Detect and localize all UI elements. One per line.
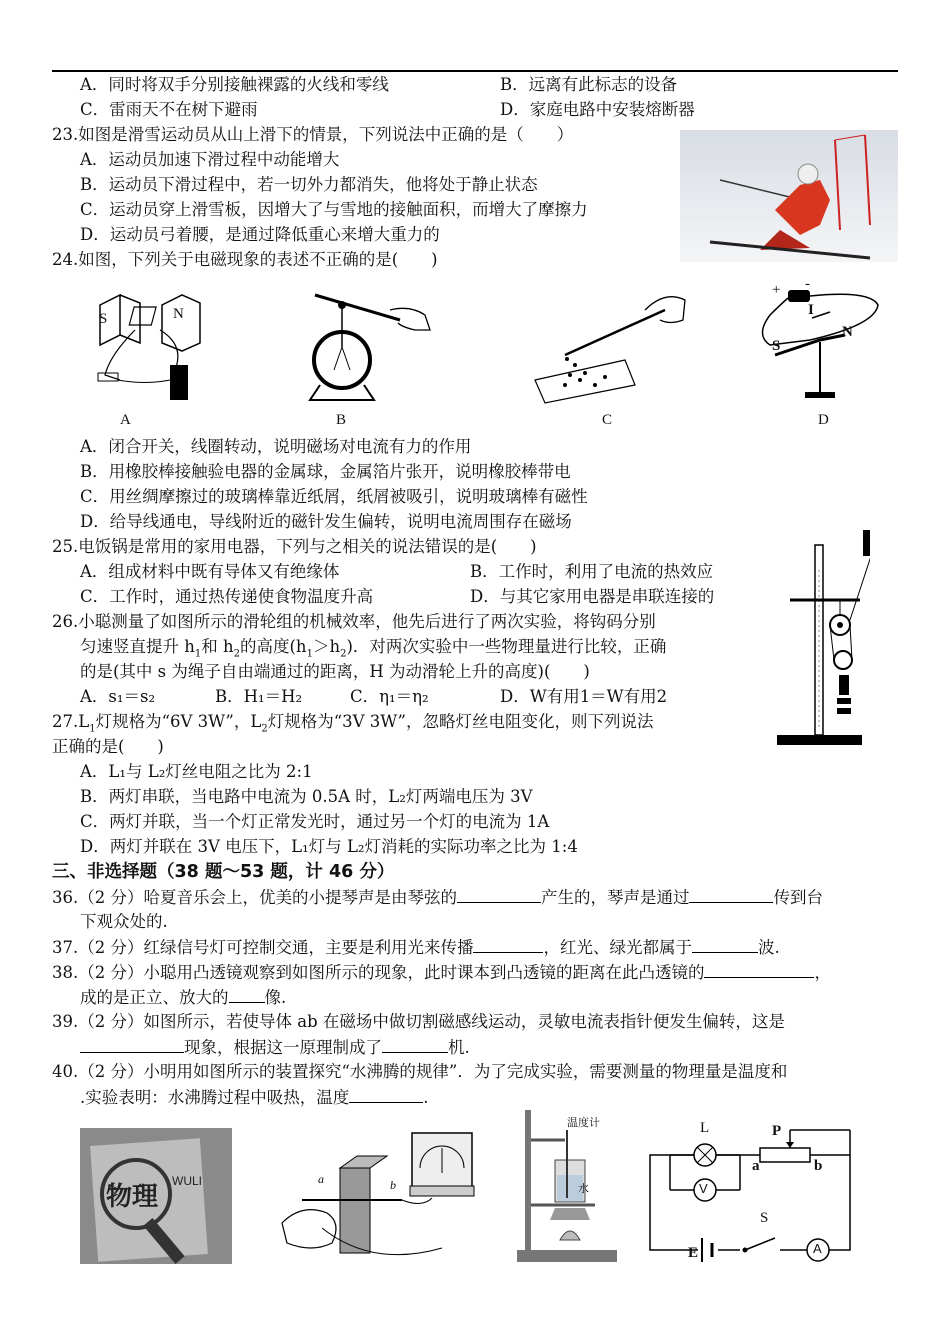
q26-line3: 的是(其中 s 为绳子自由端通过的距离，H 为动滑轮上升的高度)( ) [80, 662, 590, 681]
q23-stem: 23.如图是滑雪运动员从山上滑下的情景，下列说法中正确的是（ ） [52, 125, 574, 144]
q23-option-b: B．运动员下滑过程中，若一切外力都消失，他将处于静止状态 [80, 175, 538, 194]
q40-blank-1[interactable] [349, 1086, 423, 1103]
q22-option-d: D．家庭电路中安装熔断器 [500, 100, 695, 119]
circuit-label-s: S [760, 1210, 769, 1226]
d-minus-label: - [805, 276, 810, 292]
circuit-label-l: L [700, 1120, 710, 1136]
q26-option-d: D．W有用1＝W有用2 [500, 687, 668, 706]
header-rule [52, 70, 898, 72]
q36-line1: 36.（2 分）哈夏音乐会上，优美的小提琴声是由琴弦的 产生的，琴声是通过 传到台 [52, 888, 823, 907]
circuit-diagram [640, 1120, 865, 1265]
q38-blank-1[interactable] [704, 961, 814, 978]
q25-option-c: C．工作时，通过热传递使食物温度升高 [80, 587, 374, 606]
d-plus-label: + [772, 282, 781, 298]
q39-blank-1[interactable] [80, 1036, 184, 1053]
magnet-s-label: S [99, 311, 108, 327]
d-n-label: N [842, 324, 853, 340]
q26-option-b: B．H₁＝H₂ [215, 687, 303, 706]
q25-option-a: A．组成材料中既有导体又有绝缘体 [80, 562, 340, 581]
q24-option-b: B．用橡胶棒接触验电器的金属球，金属箔片张开，说明橡胶棒带电 [80, 462, 571, 481]
figure-label-c: C [602, 412, 613, 428]
wire-b-label: b [390, 1178, 396, 1192]
q27-option-c: C．两灯并联，当一个灯正常发光时，通过另一个灯的电流为 1A [80, 812, 550, 831]
book-magnifier-photo [80, 1128, 232, 1264]
magnet-n-label: N [173, 306, 184, 322]
q37-blank-1[interactable] [473, 936, 543, 953]
q39-line2: 现象，根据这一原理制成了 机. [80, 1036, 470, 1059]
q26-option-c: C．η₁＝η₂ [350, 687, 429, 706]
q22-option-b: B．远离有此标志的设备 [500, 75, 678, 94]
ammeter-label: A [813, 1241, 822, 1256]
q37-line: 37.（2 分）红绿信号灯可控制交通，主要是利用光来传播 ，红光、绿光都属于 波. [52, 938, 780, 957]
q38-line1: 38.（2 分）小聪用凸透镜观察到如图所示的现象，此时课本到凸透镜的距离在此凸透镜的 ， [52, 963, 831, 982]
induction-experiment [262, 1128, 477, 1262]
q40-line1: 40.（2 分）小明用如图所示的装置探究“水沸腾的规律”．为了完成实验，需要测量的物理量是温度和 [52, 1062, 788, 1081]
q27-line2: 正确的是( ) [52, 737, 164, 756]
figure-b-electroscope [290, 285, 440, 410]
d-s-label: S [772, 338, 781, 354]
q27-option-b: B．两灯串联，当电路中电流为 0.5A 时，L₂灯两端电压为 3V [80, 787, 533, 806]
figure-d-oersted [750, 280, 885, 410]
q24-option-d: D．给导线通电，导线附近的磁针发生偏转，说明电流周围存在磁场 [80, 512, 572, 531]
q26-line2: 匀速竖直提升 $h_1$和 $h_2$的高度$(h_1>h_2)$．对两次实验中一些物理量进行比较，正确 [80, 637, 667, 660]
figure-label-b: B [336, 412, 347, 428]
q24-option-c: C．用丝绸摩擦过的玻璃棒靠近纸屑，纸屑被吸引，说明玻璃棒有磁性 [80, 487, 588, 506]
q25-stem: 25.电饭锅是常用的家用电器，下列与之相关的说法错误的是( ) [52, 537, 537, 556]
circuit-label-a: a [752, 1158, 760, 1174]
boiling-water-apparatus [515, 1110, 625, 1265]
q23-option-d: D．运动员弓着腰，是通过降低重心来增大重力的 [80, 225, 440, 244]
q26-line1: 26.小聪测量了如图所示的滑轮组的机械效率，他先后进行了两次实验，将钩码分别 [52, 612, 656, 631]
q27-option-d: D．两灯并联在 3V 电压下，L₁灯与 L₂灯消耗的实际功率之比为 1:4 [80, 837, 578, 856]
q36-blank-2[interactable] [689, 886, 773, 903]
circuit-label-e: E [688, 1245, 699, 1261]
q23-option-c: C．运动员穿上滑雪板，因增大了与雪地的接触面积，而增大了摩擦力 [80, 200, 588, 219]
q25-option-d: D．与其它家用电器是串联连接的 [470, 587, 715, 606]
figure-label-d: D [818, 412, 829, 428]
book-title: 物理 [106, 1182, 159, 1212]
q24-option-a: A．闭合开关，线圈转动，说明磁场对电流有力的作用 [80, 437, 472, 456]
q39-blank-2[interactable] [382, 1036, 448, 1053]
q22-option-c: C．雷雨天不在树下避雨 [80, 100, 258, 119]
q38-line2: 成的是正立、放大的 像. [80, 988, 287, 1007]
q39-line1: 39.（2 分）如图所示，若使导体 ab 在磁场中做切割磁感线运动，灵敏电流表指针便发生偏转，这是 [52, 1012, 785, 1031]
book-subtitle: WULI [172, 1174, 202, 1188]
q27-line1: $27.L_1$灯规格为“6V 3W”，$L_2$灯规格为“3V 3W”，忽略灯丝电阻变化，则下列说法 [52, 712, 654, 735]
wire-a-label: a [318, 1172, 324, 1186]
q38-blank-2[interactable] [229, 986, 265, 1003]
q37-blank-2[interactable] [692, 936, 758, 953]
magnifier-lens [100, 1158, 172, 1230]
thermometer-label: 温度计 [567, 1116, 600, 1129]
figure-a-motor [90, 285, 210, 410]
q27-option-a: A．L₁与 L₂灯丝电阻之比为 2:1 [80, 762, 313, 781]
section-3-heading: 三、非选择题（38 题～53 题，计 46 分） [52, 862, 395, 882]
q40-line2: .实验表明：水沸腾过程中吸热，温度 . [80, 1088, 429, 1107]
pulley-apparatus [775, 530, 870, 750]
q23-option-a: A．运动员加速下滑过程中动能增大 [80, 150, 340, 169]
d-current-label: I [808, 302, 814, 318]
figure-label-a: A [120, 412, 131, 428]
q22-option-a: A．同时将双手分别接触裸露的火线和零线 [80, 75, 389, 94]
q26-option-a: A．s₁＝s₂ [80, 687, 156, 706]
circuit-label-b: b [814, 1158, 823, 1174]
q25-option-b: B．工作时，利用了电流的热效应 [470, 562, 714, 581]
skier-photo [680, 130, 898, 262]
q36-line2: 下观众处的. [80, 912, 168, 931]
voltmeter-label: V [699, 1181, 708, 1196]
circuit-label-p: P [772, 1123, 782, 1139]
water-label: 水 [578, 1182, 589, 1195]
q24-stem: 24.如图，下列关于电磁现象的表述不正确的是( ) [52, 250, 438, 269]
q36-blank-1[interactable] [457, 886, 541, 903]
figure-c-glass-rod [525, 285, 695, 410]
